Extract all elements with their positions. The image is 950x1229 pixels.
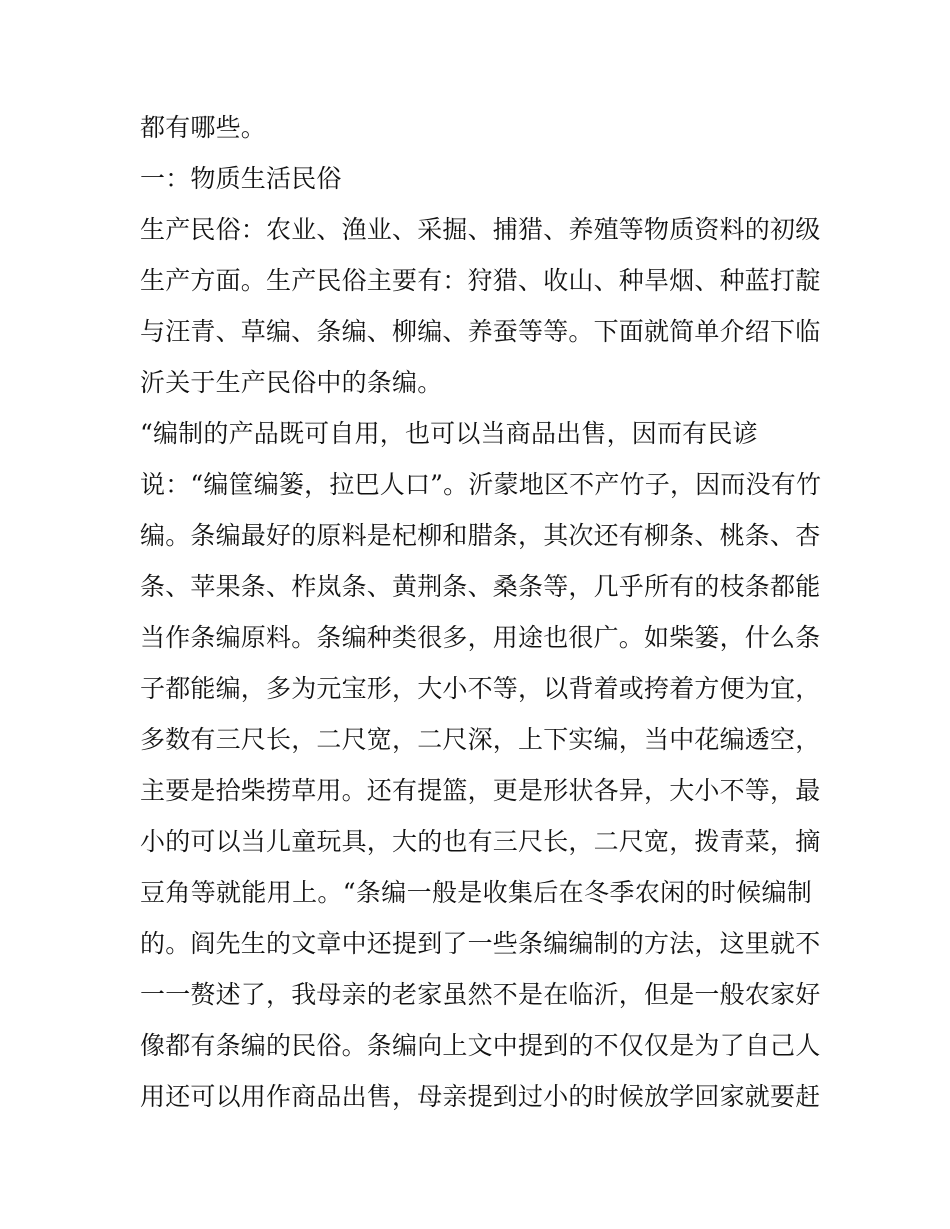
text-line: 条、苹果条、柞岚条、黄荆条、桑条等，几乎所有的枝条都能 <box>140 572 821 601</box>
text-line: 编。条编最好的原料是杞柳和腊条，其次还有柳条、桃条、杏 <box>140 521 821 550</box>
text-line: 小的可以当儿童玩具，大的也有三尺长，二尺宽，拨青菜，摘 <box>140 827 821 856</box>
text-line: 说：“编筐编篓，拉巴人口”。沂蒙地区不产竹子，因而没有竹 <box>140 470 822 499</box>
text-line: 用还可以用作商品出售，母亲提到过小的时候放学回家就要赶 <box>140 1082 821 1111</box>
text-line: 的。阎先生的文章中还提到了一些条编编制的方法，这里就不 <box>140 929 821 958</box>
section-heading: 一：物质生活民俗 <box>140 164 342 193</box>
text-line: 生产民俗：农业、渔业、采掘、捕猎、养殖等物质资料的初级 <box>140 215 821 244</box>
text-line: 一一赘述了，我母亲的老家虽然不是在临沂，但是一般农家好 <box>140 980 821 1009</box>
text-line: 都有哪些。 <box>140 113 267 142</box>
text-line: 生产方面。生产民俗主要有：狩猎、收山、种旱烟、种蓝打靛 <box>140 266 821 295</box>
text-line: 像都有条编的民俗。条编向上文中提到的不仅仅是为了自己人 <box>140 1031 821 1060</box>
text-line: 与汪青、草编、条编、柳编、养蚕等等。下面就简单介绍下临 <box>140 317 821 346</box>
text-line: 豆角等就能用上。“条编一般是收集后在冬季农闲的时候编制 <box>140 878 812 907</box>
text-line: “编制的产品既可自用，也可以当商品出售，因而有民谚 <box>140 419 758 448</box>
text-line: 主要是拾柴捞草用。还有提篮，更是形状各异，大小不等，最 <box>140 776 821 805</box>
text-line: 多数有三尺长，二尺宽，二尺深，上下实编，当中花编透空， <box>140 725 821 754</box>
text-line: 子都能编，多为元宝形，大小不等，以背着或挎着方便为宜， <box>140 674 821 703</box>
text-line: 沂关于生产民俗中的条编。 <box>140 368 443 397</box>
text-line: 当作条编原料。条编种类很多，用途也很广。如柴篓，什么条 <box>140 623 821 652</box>
